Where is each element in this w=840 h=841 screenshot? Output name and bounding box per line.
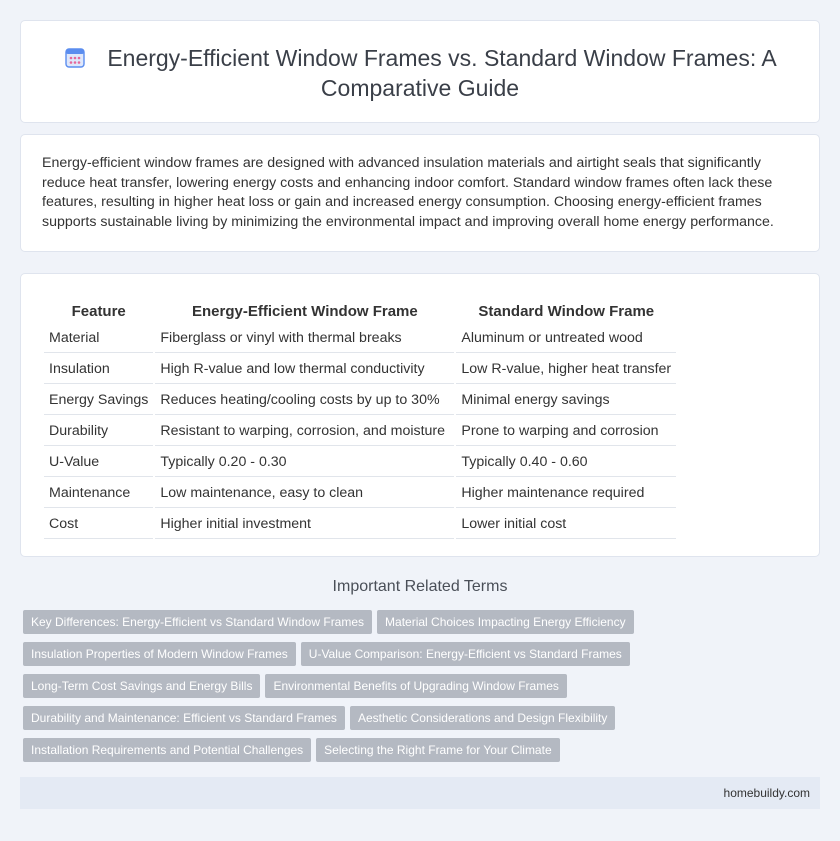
table-cell: Higher initial investment [155, 510, 454, 539]
table-row [44, 386, 676, 415]
table-cell: Aluminum or untreated wood [456, 324, 676, 353]
page-title-text: Energy-Efficient Window Frames vs. Standard Window Frames: A Comparative Guide [107, 45, 777, 101]
table-cell: Typically 0.40 - 0.60 [456, 448, 676, 477]
column-header-energy-efficient: Energy-Efficient Window Frame [192, 302, 418, 320]
page-title [21, 43, 819, 103]
table-cell: Higher maintenance required [456, 479, 676, 508]
table-row [44, 355, 676, 384]
term-row [23, 674, 663, 706]
table-cell: Typically 0.20 - 0.30 [155, 448, 454, 477]
table-cell: Resistant to warping, corrosion, and moisture [155, 417, 454, 446]
calendar-grid-icon [63, 46, 87, 70]
table-cell: Prone to warping and corrosion [456, 417, 676, 446]
term-tag[interactable]: Key Differences: Energy-Efficient vs Standard Window Frames [23, 610, 372, 634]
term-row [23, 642, 663, 674]
table-cell: Maintenance [44, 479, 153, 508]
comparison-table [42, 294, 678, 541]
table-cell: U-Value [44, 448, 153, 477]
term-row [23, 738, 663, 770]
table-cell: Low R-value, higher heat transfer [456, 355, 676, 384]
table-header-row [44, 296, 676, 322]
table-cell: Fiberglass or vinyl with thermal breaks [155, 324, 454, 353]
term-tag[interactable]: Installation Requirements and Potential Challenges [23, 738, 311, 762]
term-tag[interactable]: Insulation Properties of Modern Window Frames [23, 642, 296, 666]
term-row [23, 706, 663, 738]
intro-card [20, 134, 820, 252]
related-terms-heading: Important Related Terms [332, 578, 508, 595]
table-row [44, 448, 676, 477]
intro-paragraph: Energy-efficient window frames are designed with advanced insulation materials and airtight seals that significantly reduce heat transfer, lowering energy costs and enhancing indoor comfort. Standard window frames often lack these features, resulting in higher heat loss or gain and increased energy consumption. Choosing energy-efficient frames supports sustainable living by minimizing the environmental impact and improving overall home energy performance. [42, 155, 774, 230]
table-cell: Low maintenance, easy to clean [155, 479, 454, 508]
table-cell: Material [44, 324, 153, 353]
term-tag[interactable]: Aesthetic Considerations and Design Flexibility [350, 706, 615, 730]
term-tag[interactable]: U-Value Comparison: Energy-Efficient vs Standard Frames [301, 642, 630, 666]
footer [20, 777, 820, 809]
table-row [44, 510, 676, 539]
table-cell: Reduces heating/cooling costs by up to 30% [155, 386, 454, 415]
footer-site-link[interactable]: homebuildy.com [723, 786, 810, 800]
term-tag[interactable]: Durability and Maintenance: Efficient vs Standard Frames [23, 706, 345, 730]
table-cell: Lower initial cost [456, 510, 676, 539]
term-tag[interactable]: Environmental Benefits of Upgrading Window Frames [265, 674, 566, 698]
comparison-table-card [20, 273, 820, 557]
table-cell: Energy Savings [44, 386, 153, 415]
table-row [44, 417, 676, 446]
table-cell: Cost [44, 510, 153, 539]
table-cell: Minimal energy savings [456, 386, 676, 415]
related-terms-list [23, 610, 663, 770]
term-tag[interactable]: Selecting the Right Frame for Your Climate [316, 738, 559, 762]
term-tag[interactable]: Long-Term Cost Savings and Energy Bills [23, 674, 260, 698]
table-row [44, 324, 676, 353]
column-header-feature: Feature [71, 302, 126, 320]
header-card [20, 20, 820, 123]
table-row [44, 479, 676, 508]
table-cell: Insulation [44, 355, 153, 384]
term-row [23, 610, 663, 642]
term-tag[interactable]: Material Choices Impacting Energy Efficiency [377, 610, 634, 634]
column-header-standard: Standard Window Frame [478, 302, 655, 320]
table-cell: Durability [44, 417, 153, 446]
table-cell: High R-value and low thermal conductivity [155, 355, 454, 384]
